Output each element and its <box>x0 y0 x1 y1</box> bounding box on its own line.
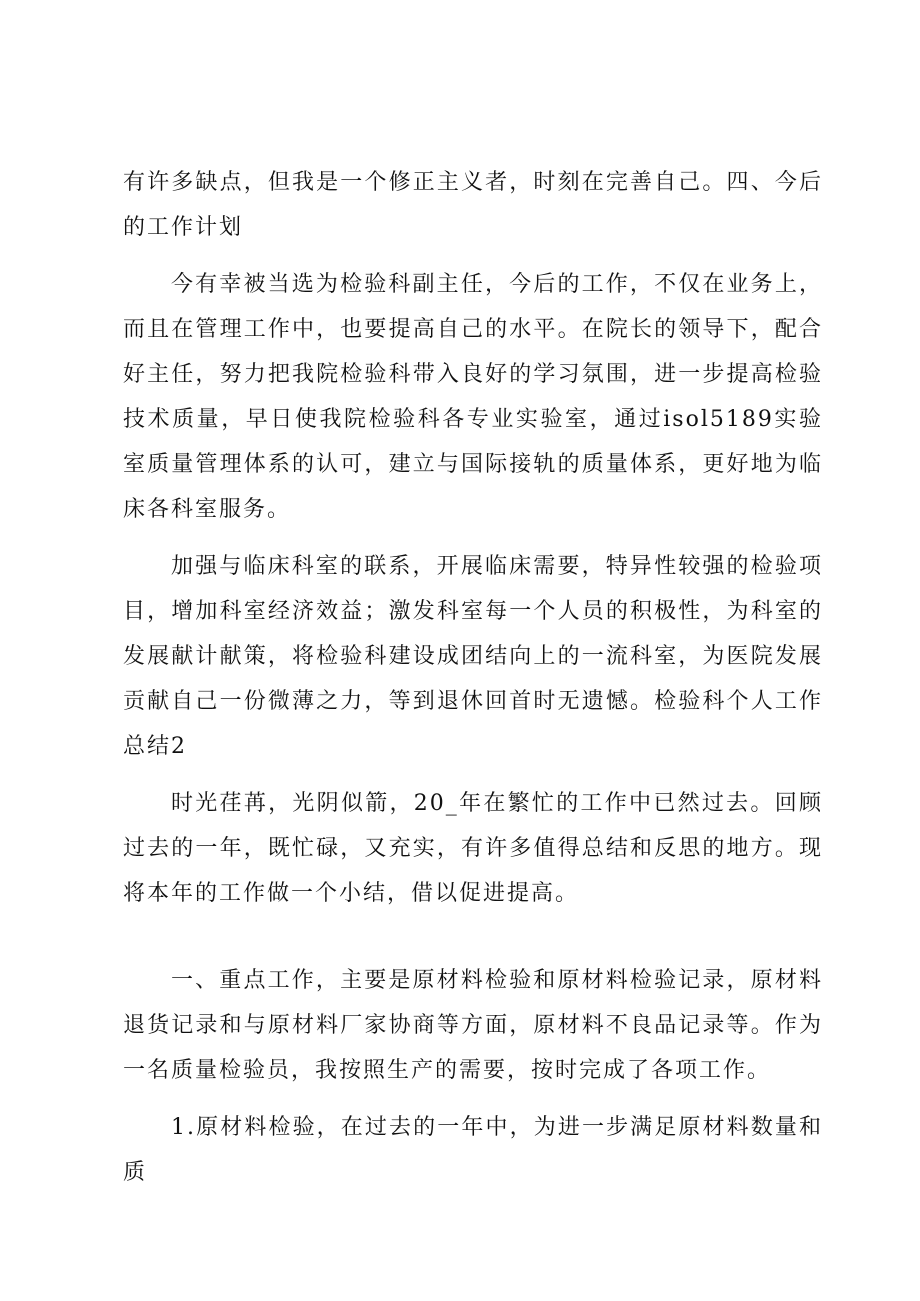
paragraph-deputy-director: 今有幸被当选为检验科副主任，今后的工作，不仅在业务上，而且在管理工作中，也要提高自己的水平。在院长的领导下，配合好主任，努力把我院检验科带入良好的学习氛围，进一步提高检验技术质量，早日使我院检验科各专业实验室，通过isol5189实验室质量管理体系的认可，建立与国际接轨的质量体系，更好地为临床各科室服务。 <box>123 272 823 522</box>
paragraph-work-plan-heading: 有许多缺点，但我是一个修正主义者，时刻在完善自己。四、今后的工作计划 <box>123 170 823 240</box>
paragraph-clinical-liaison: 加强与临床科室的联系，开展临床需要，特异性较强的检验项目，增加科室经济效益；激发科室每一个人员的积极性，为科室的发展献计献策，将检验科建设成团结向上的一流科室，为医院发展贡献自己一份微薄之力，等到退休回首时无遗憾。检验科个人工作总结2 <box>123 554 823 759</box>
paragraph-key-work: 一、重点工作，主要是原材料检验和原材料检验记录，原材料退货记录和与原材料厂家协商等方面，原材料不良品记录等。作为一名质量检验员，我按照生产的需要，按时完成了各项工作。 <box>123 968 823 1083</box>
document-body <box>123 160 823 1195</box>
paragraph-year-review: 时光荏苒，光阴似箭，20_年在繁忙的工作中已然过去。回顾过去的一年，既忙碌，又充实，有许多值得总结和反思的地方。现将本年的工作做一个小结，借以促进提高。 <box>123 791 823 906</box>
paragraph-raw-material-inspection: 1.原材料检验，在过去的一年中，为进一步满足原材料数量和质 <box>123 1115 823 1185</box>
